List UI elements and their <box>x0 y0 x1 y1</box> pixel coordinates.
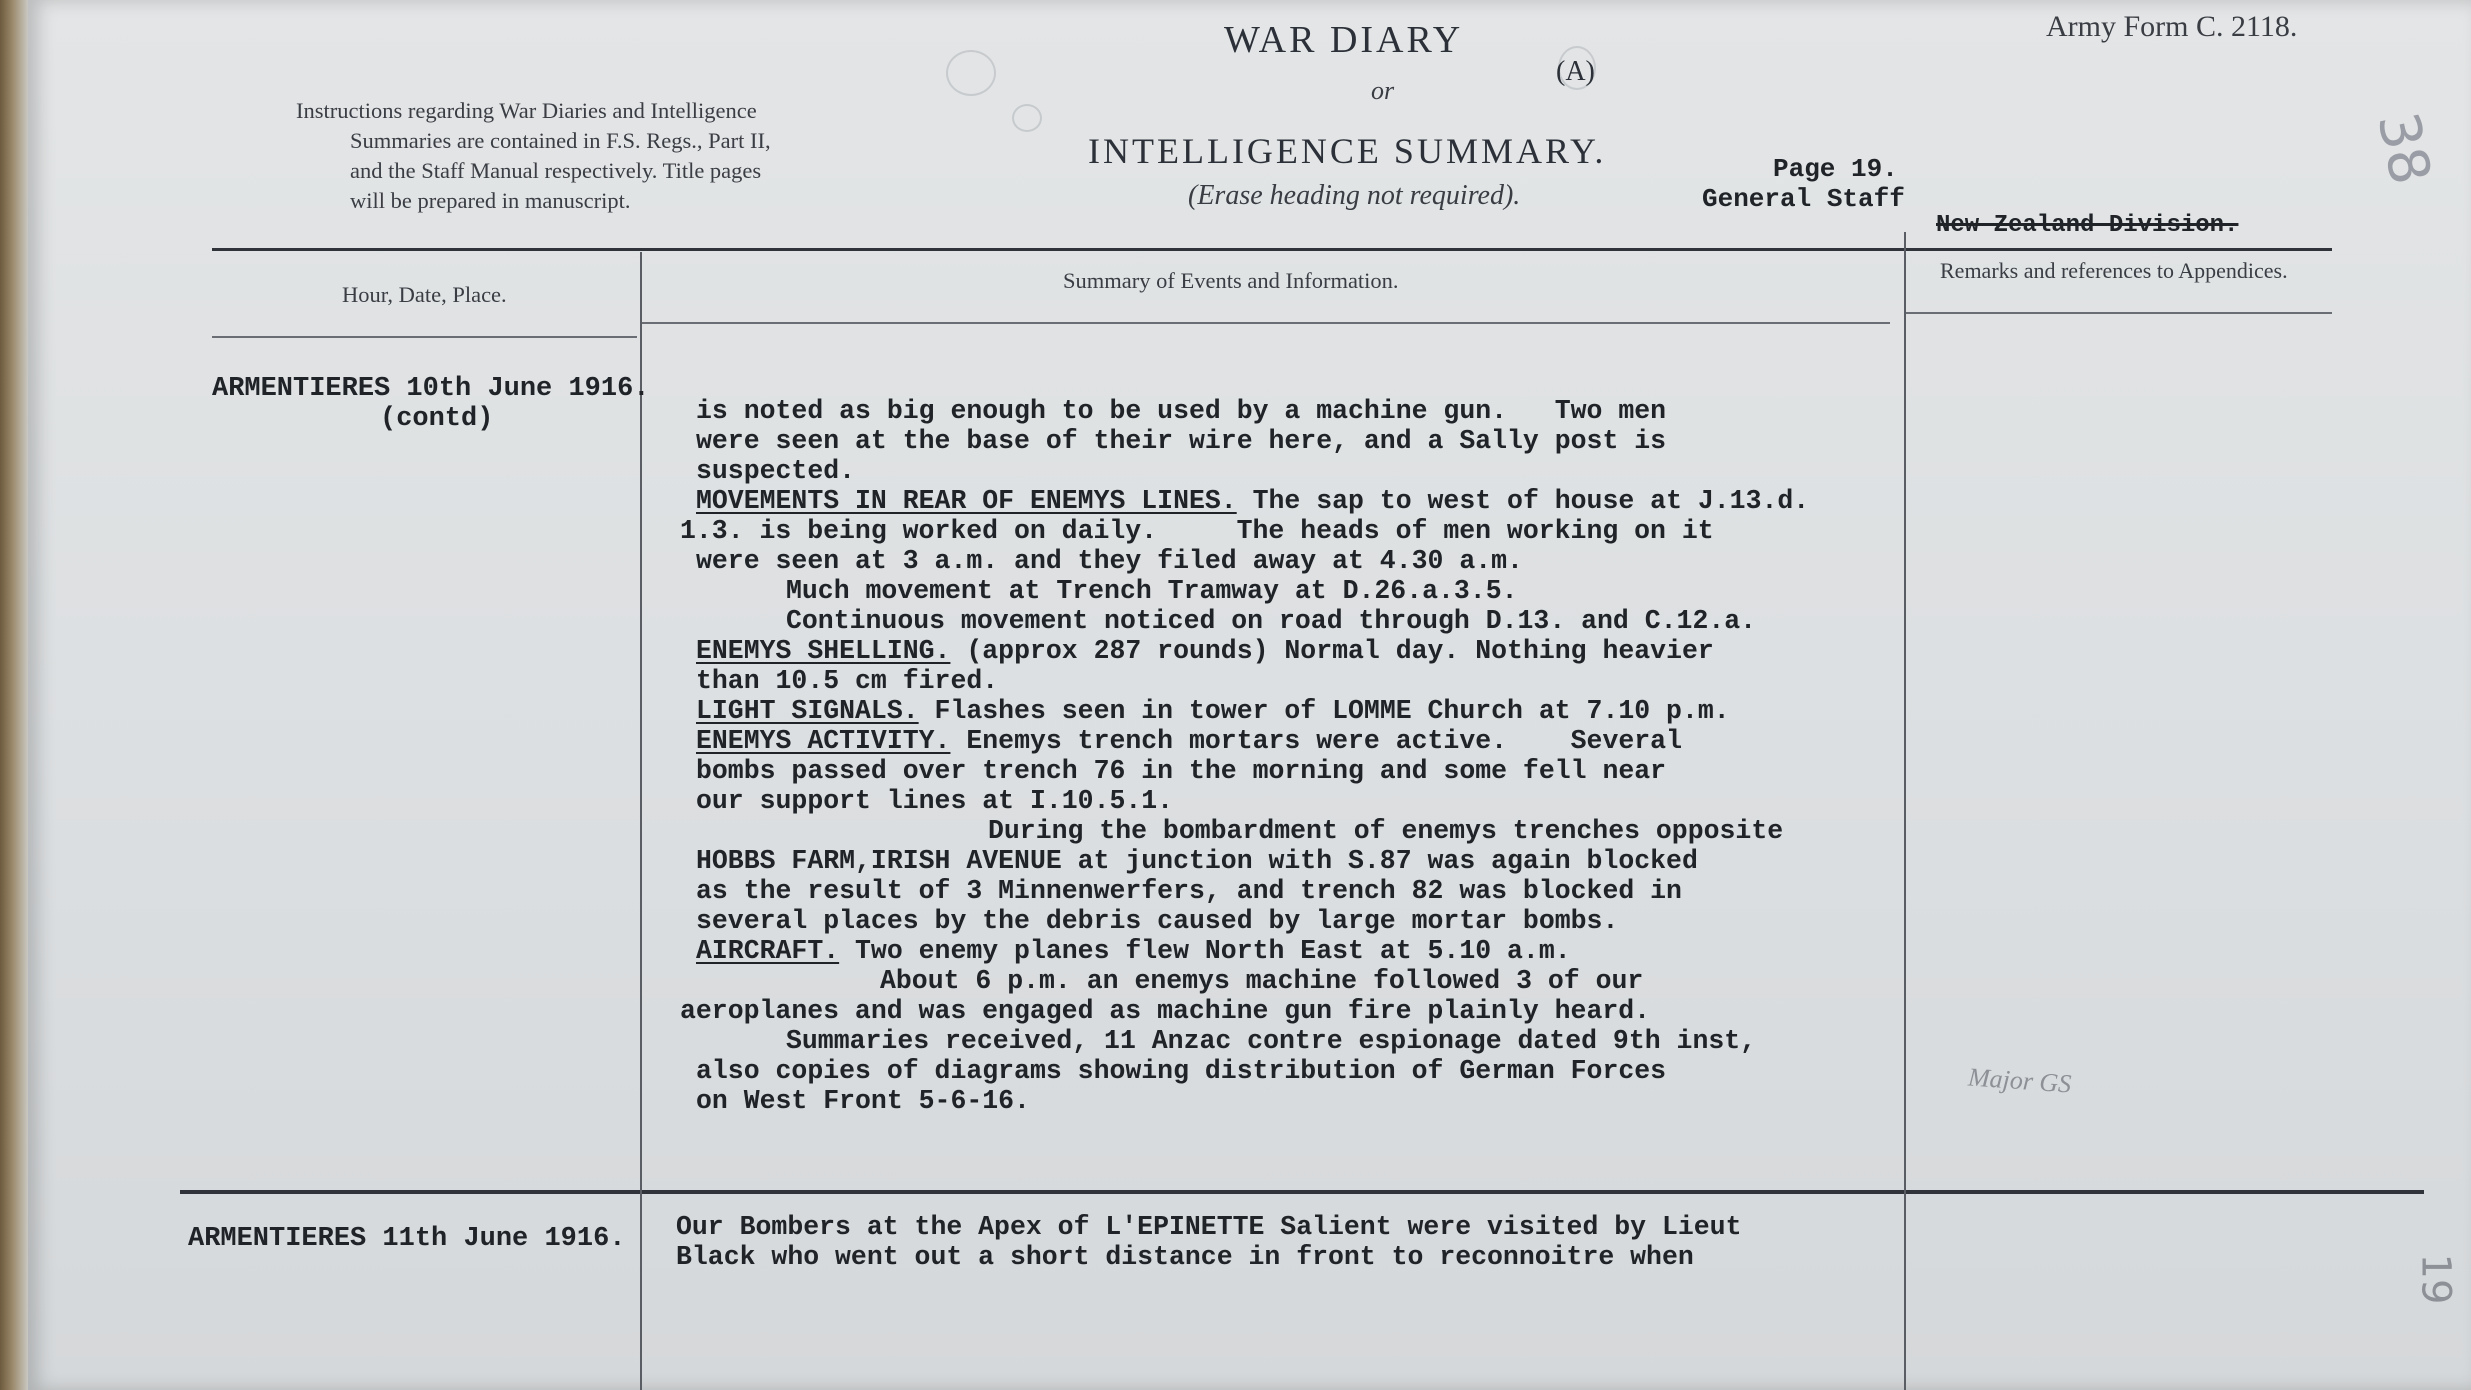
instructions-line: and the Staff Manual respectively. Title pages <box>350 158 762 183</box>
summary-line: Summaries received, 11 Anzac contre espionage dated 9th inst, <box>786 1026 1757 1056</box>
unit-name-struck: New Zealand Division. <box>1936 212 2239 239</box>
section-heading-light-signals: LIGHT SIGNALS. <box>696 696 919 726</box>
instructions-line: will be prepared in manuscript. <box>350 188 631 213</box>
column-header-rule <box>1904 312 2332 314</box>
summary-line: ENEMYS SHELLING. (approx 287 rounds) Normal day. Nothing heavier <box>696 636 1714 666</box>
form-marker-a: (A) <box>1556 56 1595 87</box>
summary-line: were seen at the base of their wire here, and a Sally post is <box>696 426 1667 456</box>
summary-line: our support lines at I.10.5.1. <box>696 786 1174 816</box>
summary-line: MOVEMENTS IN REAR OF ENEMYS LINES. The sap to west of house at J.13.d. <box>696 486 1810 516</box>
summary-line: AIRCRAFT. Two enemy planes flew North East at 5.10 a.m. <box>696 936 1571 966</box>
entry-continued: (contd) <box>380 404 494 434</box>
summary-line: is noted as big enough to be used by a machine gun. Two men <box>696 396 1667 426</box>
instructions-block <box>296 96 916 216</box>
summary-line: as the result of 3 Minnenwerfers, and trench 82 was blocked in <box>696 876 1682 906</box>
form-erase-note: (Erase heading not required). <box>1188 180 1521 211</box>
form-title-or: or <box>1371 76 1395 105</box>
column-header-remarks: Remarks and references to Appendices. <box>1940 258 2288 283</box>
summary-line: Our Bombers at the Apex of L'EPINETTE Salient were visited by Lieut <box>676 1212 1742 1242</box>
entry-place-date: ARMENTIERES 11th June 1916. <box>188 1224 626 1254</box>
column-header-rule <box>640 322 1890 324</box>
entry-separator-rule <box>180 1190 2424 1194</box>
diary-page <box>28 0 2471 1390</box>
summary-line: suspected. <box>696 456 856 486</box>
summary-line: HOBBS FARM,IRISH AVENUE at junction with S.87 was again blocked <box>696 846 1698 876</box>
summary-line: aeroplanes and was engaged as machine gun fire plainly heard. <box>680 996 1651 1026</box>
paper-stain <box>946 50 996 96</box>
summary-line: ENEMYS ACTIVITY. Enemys trench mortars were active. Several <box>696 726 1682 756</box>
page-number: Page 19. <box>1773 154 1898 184</box>
form-title-intelligence-summary: INTELLIGENCE SUMMARY. <box>1088 131 1607 171</box>
section-heading-activity: ENEMYS ACTIVITY. <box>696 726 951 756</box>
section-heading-movements: MOVEMENTS IN REAR OF ENEMYS LINES. <box>696 486 1237 516</box>
summary-line: bombs passed over trench 76 in the morning and some fell near <box>696 756 1667 786</box>
pencil-folio-number: 38 <box>2364 106 2443 191</box>
column-divider <box>1904 232 1906 1390</box>
side-folio-number: 19 <box>2412 1253 2459 1305</box>
column-header-rule <box>212 336 637 338</box>
instructions-line: Instructions regarding War Diaries and Intelligence <box>296 98 757 123</box>
form-title-war-diary: WAR DIARY <box>1224 19 1464 61</box>
summary-line: Black who went out a short distance in front to reconnoitre when <box>676 1242 1694 1272</box>
entry-place-date: ARMENTIERES 10th June 1916. <box>212 374 650 404</box>
section-heading-aircraft: AIRCRAFT. <box>696 936 840 966</box>
column-header-summary: Summary of Events and Information. <box>1063 268 1399 293</box>
officer-signature: Major GS <box>1967 1062 2073 1099</box>
section-heading-shelling: ENEMYS SHELLING. <box>696 636 951 666</box>
unit-name: General Staff <box>1702 184 1905 214</box>
summary-line: on West Front 5-6-16. <box>696 1086 1030 1116</box>
summary-line: several places by the debris caused by large mortar bombs. <box>696 906 1619 936</box>
paper-stain <box>1012 104 1042 132</box>
paper-edge <box>0 0 28 1390</box>
summary-line: were seen at 3 a.m. and they filed away at 4.30 a.m. <box>696 546 1523 576</box>
summary-line: than 10.5 cm fired. <box>696 666 999 696</box>
column-header-hour-date-place: Hour, Date, Place. <box>342 282 507 307</box>
summary-line: During the bombardment of enemys trenches opposite <box>988 816 1784 846</box>
summary-line: About 6 p.m. an enemys machine followed 3 of our <box>880 966 1644 996</box>
summary-line: Much movement at Trench Tramway at D.26.a.3.5. <box>786 576 1518 606</box>
summary-line: Continuous movement noticed on road through D.13. and C.12.a. <box>786 606 1757 636</box>
summary-line: also copies of diagrams showing distribution of German Forces <box>696 1056 1667 1086</box>
army-form-number: Army Form C. 2118. <box>2046 10 2298 43</box>
summary-line: LIGHT SIGNALS. Flashes seen in tower of LOMME Church at 7.10 p.m. <box>696 696 1730 726</box>
instructions-line: Summaries are contained in F.S. Regs., Part II, <box>350 128 771 153</box>
column-divider <box>640 252 642 1390</box>
header-rule <box>212 248 2332 251</box>
summary-line: 1.3. is being worked on daily. The heads of men working on it <box>680 516 1714 546</box>
